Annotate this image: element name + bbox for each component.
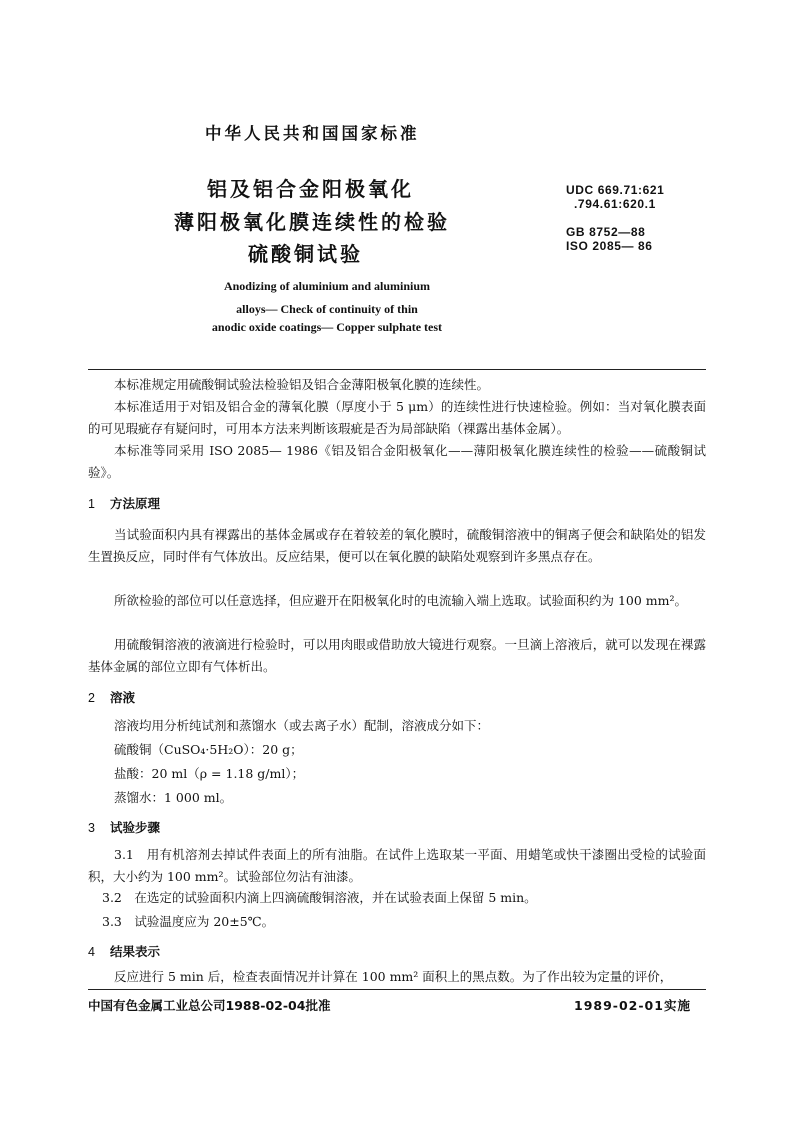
section-2-number: 2 [88, 691, 95, 705]
title-line-3: 硫酸铜试验 [248, 242, 363, 266]
section-2-title: 溶液 [110, 690, 136, 705]
udc-code-line-1: UDC 669.71:621 [566, 183, 665, 197]
gb-code: GB 8752—88 [566, 225, 646, 239]
section-4-number: 4 [88, 945, 95, 959]
section-1-paragraph-2: 所欲检验的部位可以任意选择，但应避开在阳极氧化时的电流输入端上选取。试验面积约为 100 mm²。 [114, 593, 688, 608]
section-1-paragraph-3: 用硫酸铜溶液的液滴进行检验时，可以用肉眼或借助放大镜进行观察。一旦滴上溶液后，就可以发现在裸露基体金属的部位立即有气体析出。 [88, 637, 706, 674]
section-2-line-1: 溶液均用分析纯试剂和蒸馏水（或去离子水）配制，溶液成分如下： [114, 718, 490, 733]
english-title-line-2: alloys— Check of continuity of thin [236, 302, 418, 316]
intro-paragraph-2: 本标准适用于对铝及铝合金的薄氧化膜（厚度小于 5 μm）的连续性进行快速检验。例如：当对氧化膜表面的可见瑕疵存有疑问时，可用本方法来判断该瑕疵是否为局部缺陷（裸露出基体金属）。 [88, 399, 706, 436]
section-2-line-2: 硫酸铜（CuSO₄·5H₂O）：20 g； [114, 742, 303, 757]
section-1-number: 1 [88, 497, 95, 511]
approval-date: 中国有色金属工业总公司1988-02-04批准 [88, 998, 331, 1013]
section-1-title: 方法原理 [110, 496, 161, 511]
nation-standard-heading: 中华人民共和国国家标准 [205, 124, 420, 143]
section-4-title: 结果表示 [110, 944, 161, 959]
section-1-paragraph-1: 当试验面积内具有裸露出的基体金属或存在着较差的氧化膜时，硫酸铜溶液中的铜离子便会和缺陷处的铝发生置换反应，同时伴有气体放出。反应结果，便可以在氧化膜的缺陷处观察到许多黑点存在。 [88, 527, 706, 564]
implementation-date: 1989-02-01实施 [574, 998, 691, 1013]
english-title-line-1: Anodizing of aluminium and aluminium [223, 279, 431, 293]
intro-paragraph-3: 本标准等同采用 ISO 2085— 1986《铝及铝合金阳极氧化——薄阳极氧化膜连续性的检验——硫酸铜试验》。 [88, 443, 706, 480]
section-3-step-3: 3.3 试验温度应为 20±5℃。 [102, 914, 275, 929]
title-line-2: 薄阳极氧化膜连续性的检验 [174, 210, 450, 234]
section-3-title: 试验步骤 [110, 820, 161, 835]
section-2-line-3: 盐酸：20 ml（ρ = 1.18 g/ml）； [114, 766, 305, 781]
section-4-paragraph-1: 反应进行 5 min 后，检查表面情况并计算在 100 mm² 面积上的黑点数。为了作出较为定量的评价， [114, 969, 673, 984]
iso-code: ISO 2085— 86 [566, 239, 653, 253]
title-line-1: 铝及铝合金阳极氧化 [207, 177, 414, 201]
footer-divider [88, 989, 706, 990]
english-title-line-3: anodic oxide coatings— Copper sulphate test [211, 320, 443, 334]
section-2-line-4: 蒸馏水：1 000 ml。 [114, 790, 233, 805]
intro-paragraph-1: 本标准规定用硫酸铜试验法检验铝及铝合金薄阳极氧化膜的连续性。 [114, 377, 490, 392]
section-2-heading [88, 688, 135, 706]
section-4-heading [88, 942, 160, 960]
section-3-step-1: 3.1 用有机溶剂去掉试件表面上的所有油脂。在试件上选取某一平面、用蜡笔或快干漆圈出受检的试验面积，大小约为 100 mm²。试验部位勿沾有油漆。 [88, 847, 706, 884]
section-3-heading [88, 818, 160, 836]
udc-code-line-2: .794.61:620.1 [574, 197, 656, 211]
header-divider [88, 369, 706, 370]
section-3-number: 3 [88, 821, 95, 835]
section-1-heading [88, 494, 160, 512]
section-3-step-2: 3.2 在选定的试验面积内滴上四滴硫酸铜溶液，并在试验表面上保留 5 min。 [102, 890, 537, 905]
